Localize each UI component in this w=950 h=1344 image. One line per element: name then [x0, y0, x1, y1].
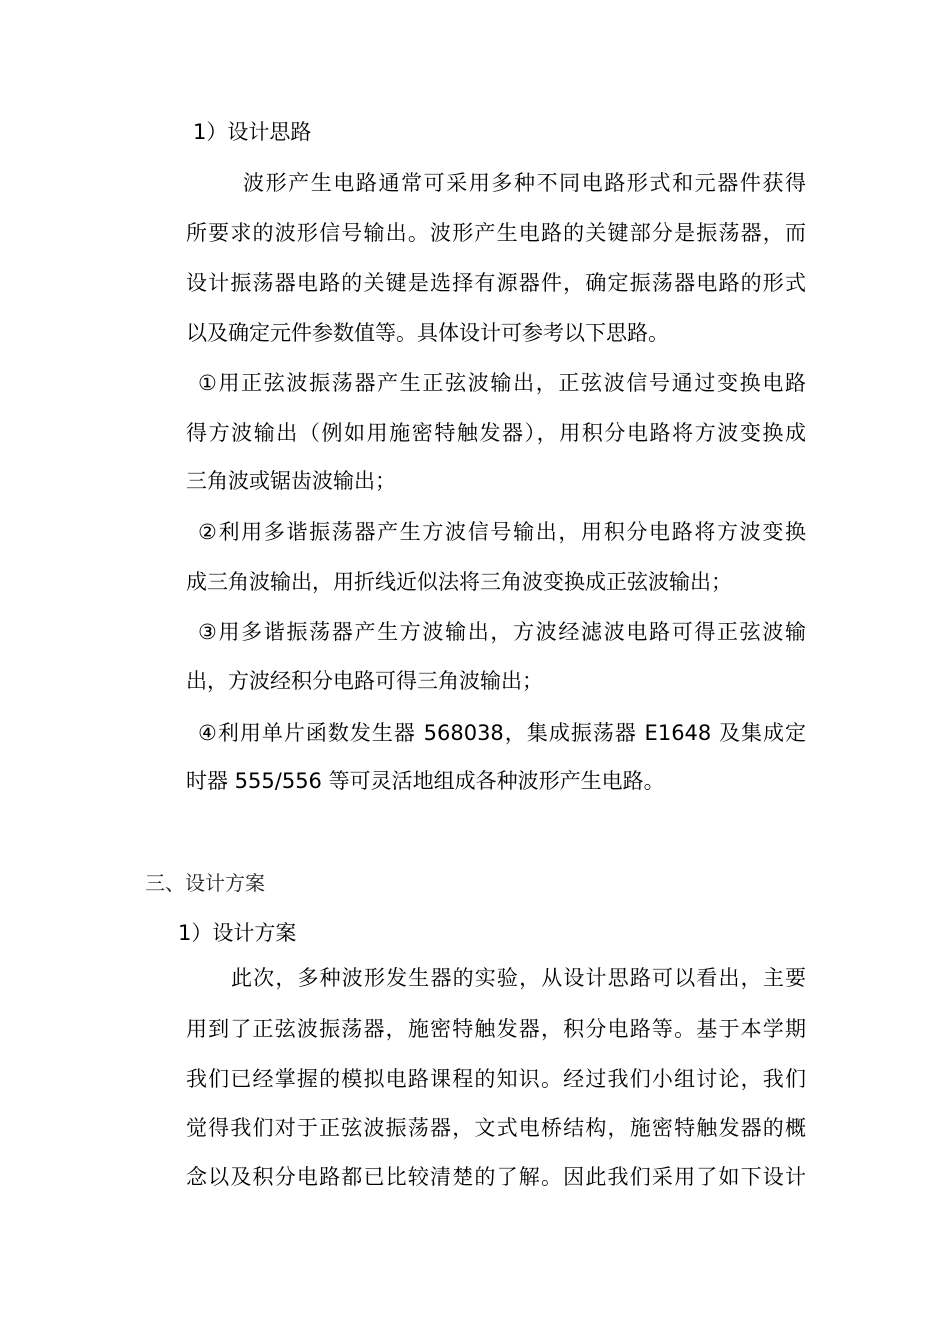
list-item-2-line: 成三角波输出，用折线近似法将三角波变换成正弦波输出；	[186, 570, 732, 594]
section-title: 三、设计方案	[145, 871, 265, 895]
list-item-4-line: ④利用单片函数发生器 568038，集成振荡器 E1648 及集成定	[198, 721, 806, 745]
list-item-1-line: 得方波输出（例如用施密特触发器），用积分电路将方波变换成	[186, 421, 806, 445]
paragraph-line: 设计振荡器电路的关键是选择有源器件，确定振荡器电路的形式	[186, 271, 806, 295]
heading-design-idea: 1）设计思路	[193, 120, 312, 144]
list-item-2-line: ②利用多谐振荡器产生方波信号输出，用积分电路将方波变换	[198, 520, 806, 544]
heading-design-plan: 1）设计方案	[178, 921, 297, 945]
list-item-1-line: 三角波或锯齿波输出；	[186, 469, 396, 493]
list-item-3-line: ③用多谐振荡器产生方波输出，方波经滤波电路可得正弦波输	[198, 620, 806, 644]
paragraph-line: 波形产生电路通常可采用多种不同电路形式和元器件获得	[243, 171, 806, 195]
paragraph-line: 以及确定元件参数值等。具体设计可参考以下思路。	[186, 321, 669, 345]
paragraph-line: 我们已经掌握的模拟电路课程的知识。经过我们小组讨论，我们	[186, 1067, 806, 1091]
list-item-4-line: 时器 555/556 等可灵活地组成各种波形产生电路。	[186, 769, 665, 793]
list-item-3-line: 出，方波经积分电路可得三角波输出；	[186, 669, 543, 693]
paragraph-line: 觉得我们对于正弦波振荡器，文式电桥结构，施密特触发器的概	[186, 1116, 806, 1140]
paragraph-line: 念以及积分电路都已比较清楚的了解。因此我们采用了如下设计	[186, 1165, 806, 1189]
paragraph-line: 所要求的波形信号输出。波形产生电路的关键部分是振荡器，而	[186, 221, 806, 245]
paragraph-line: 用到了正弦波振荡器，施密特触发器，积分电路等。基于本学期	[186, 1017, 806, 1041]
paragraph-line: 此次，多种波形发生器的实验，从设计思路可以看出，主要	[231, 966, 806, 990]
list-item-1-line: ①用正弦波振荡器产生正弦波输出，正弦波信号通过变换电路	[198, 371, 806, 395]
